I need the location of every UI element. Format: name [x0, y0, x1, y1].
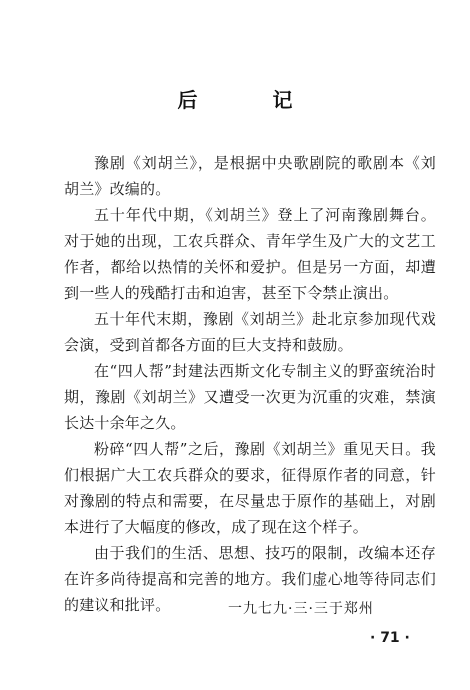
date-signature: 一九七九·三·三于郑州	[228, 601, 374, 617]
paragraph-2: 五十年代中期，《刘胡兰》登上了河南豫剧舞台。对于她的出现，工农兵群众、青年学生及广大的文艺工作者，都给以热情的关怀和爱护。但是另一方面，却遭到一些人的残酷打击和迫害，甚至下令禁止演出。	[64, 206, 436, 302]
afterword-body	[64, 150, 436, 618]
paragraph-5: 粉碎“四人帮”之后，豫剧《刘胡兰》重见天日。我们根据广大工农兵群众的要求，征得原作者的同意，针对豫剧的特点和需要，在尽量忠于原作的基础上，对剧本进行了大幅度的修改，成了现在这个样子。	[64, 440, 436, 536]
afterword-title: 后 记	[177, 88, 327, 112]
paragraph-1: 豫剧《刘胡兰》，是根据中央歌剧院的歌剧本《刘胡兰》改编的。	[64, 154, 436, 198]
page-number: · 71 ·	[370, 630, 410, 646]
paragraph-4: 在“四人帮”封建法西斯文化专制主义的野蛮统治时期，豫剧《刘胡兰》又遭受一次更为沉重的灾难，禁演长达十余年之久。	[64, 362, 436, 432]
paragraph-3: 五十年代末期，豫剧《刘胡兰》赴北京参加现代戏会演，受到首都各方面的巨大支持和鼓励。	[64, 310, 436, 354]
paragraph-6: 由于我们的生活、思想、技巧的限制，改编本还存在许多尚待提高和完善的地方。我们虚心地等待同志们的建议和批评。	[64, 544, 436, 614]
